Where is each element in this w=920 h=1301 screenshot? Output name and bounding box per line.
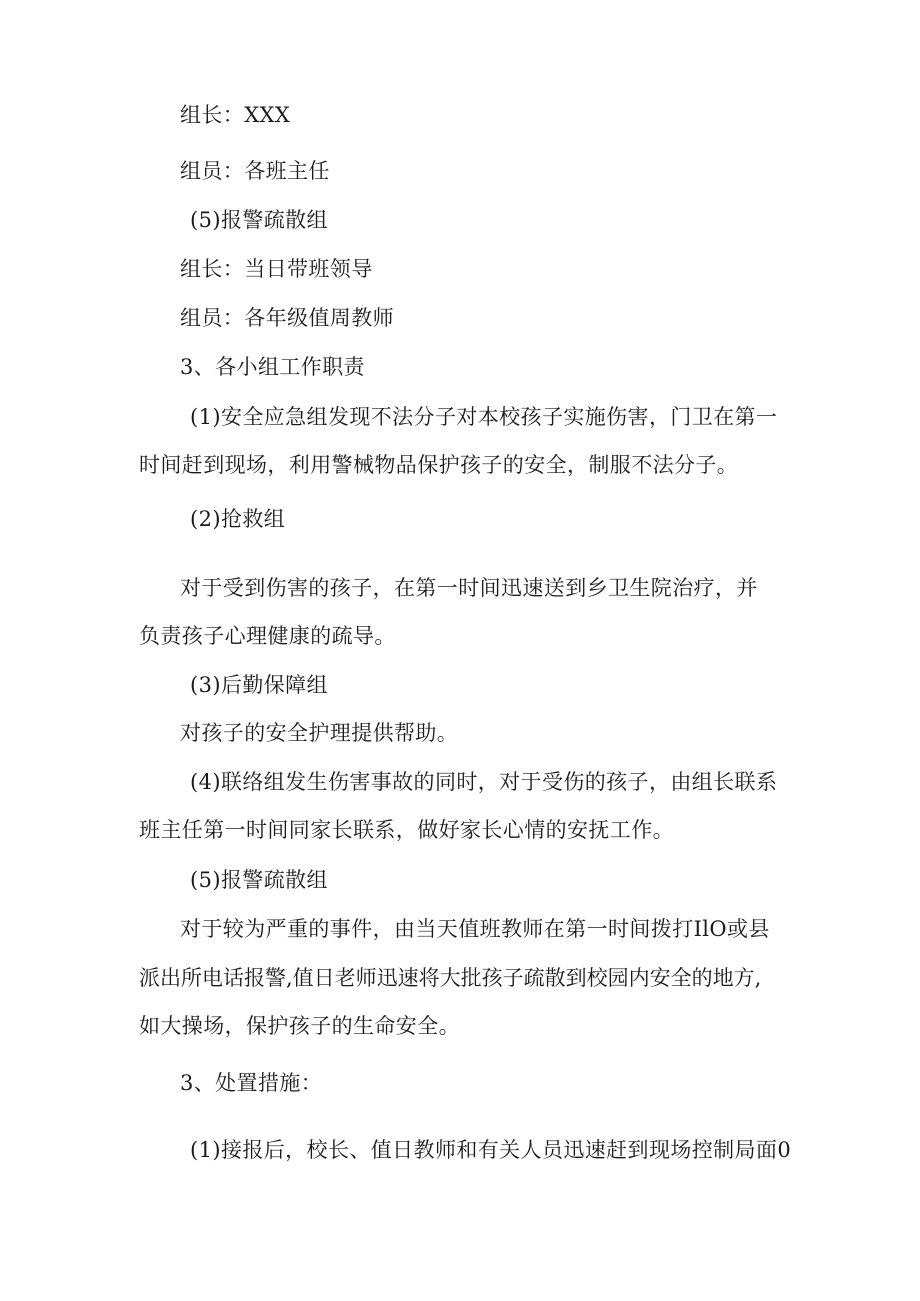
text-line-heading-alarm-group: (5)报警疏散组 [190,208,328,232]
text-line-measure-1: (1)接报后，校长、值日教师和有关人员迅速赶到现场控制局面0 [190,1138,792,1162]
text-line-alarm-duty-end: 如大操场，保护孩子的生命安全。 [139,1014,460,1038]
text-line-group-leader: 组长：XXX [180,103,291,127]
text-line-emergency-group-cont: 时间赶到现场，利用警械物品保护孩子的安全，制服不法分子。 [139,453,739,477]
section-heading-measures: 3、处置措施： [180,1071,323,1095]
text-line-group-members: 组员：各班主任 [180,159,330,183]
text-line-liaison-group: (4)联络组发生伤害事故的同时，对于受伤的孩子，由组长联系 [190,770,778,794]
text-line-alarm-members: 组员：各年级值周教师 [180,306,394,330]
text-line-liaison-group-cont: 班主任第一时间同家长联系，做好家长心情的安抚工作。 [139,818,674,842]
section-heading-duties: 3、各小组工作职责 [180,355,365,379]
text-line-rescue-group: (2)抢救组 [190,507,286,531]
text-line-logistics-group: (3)后勤保障组 [190,673,328,697]
text-line-alarm-duty: 对于较为严重的事件，由当天值班教师在第一时间拨打IlO或县 [180,917,770,941]
text-line-emergency-group: (1)安全应急组发现不法分子对本校孩子实施伤害，门卫在第一 [190,405,778,429]
text-line-rescue-duty: 对于受到伤害的孩子，在第一时间迅速送到乡卫生院治疗，并 [180,576,758,600]
text-line-alarm-group-2: (5)报警疏散组 [190,868,328,892]
text-line-logistics-duty: 对孩子的安全护理提供帮助。 [180,721,459,745]
text-line-rescue-duty-cont: 负责孩子心理健康的疏导。 [139,624,396,648]
text-line-alarm-leader: 组长：当日带班领导 [180,257,373,281]
text-line-alarm-duty-cont: 派出所电话报警,值日老师迅速将大批孩子疏散到校园内安全的地方, [139,966,762,990]
